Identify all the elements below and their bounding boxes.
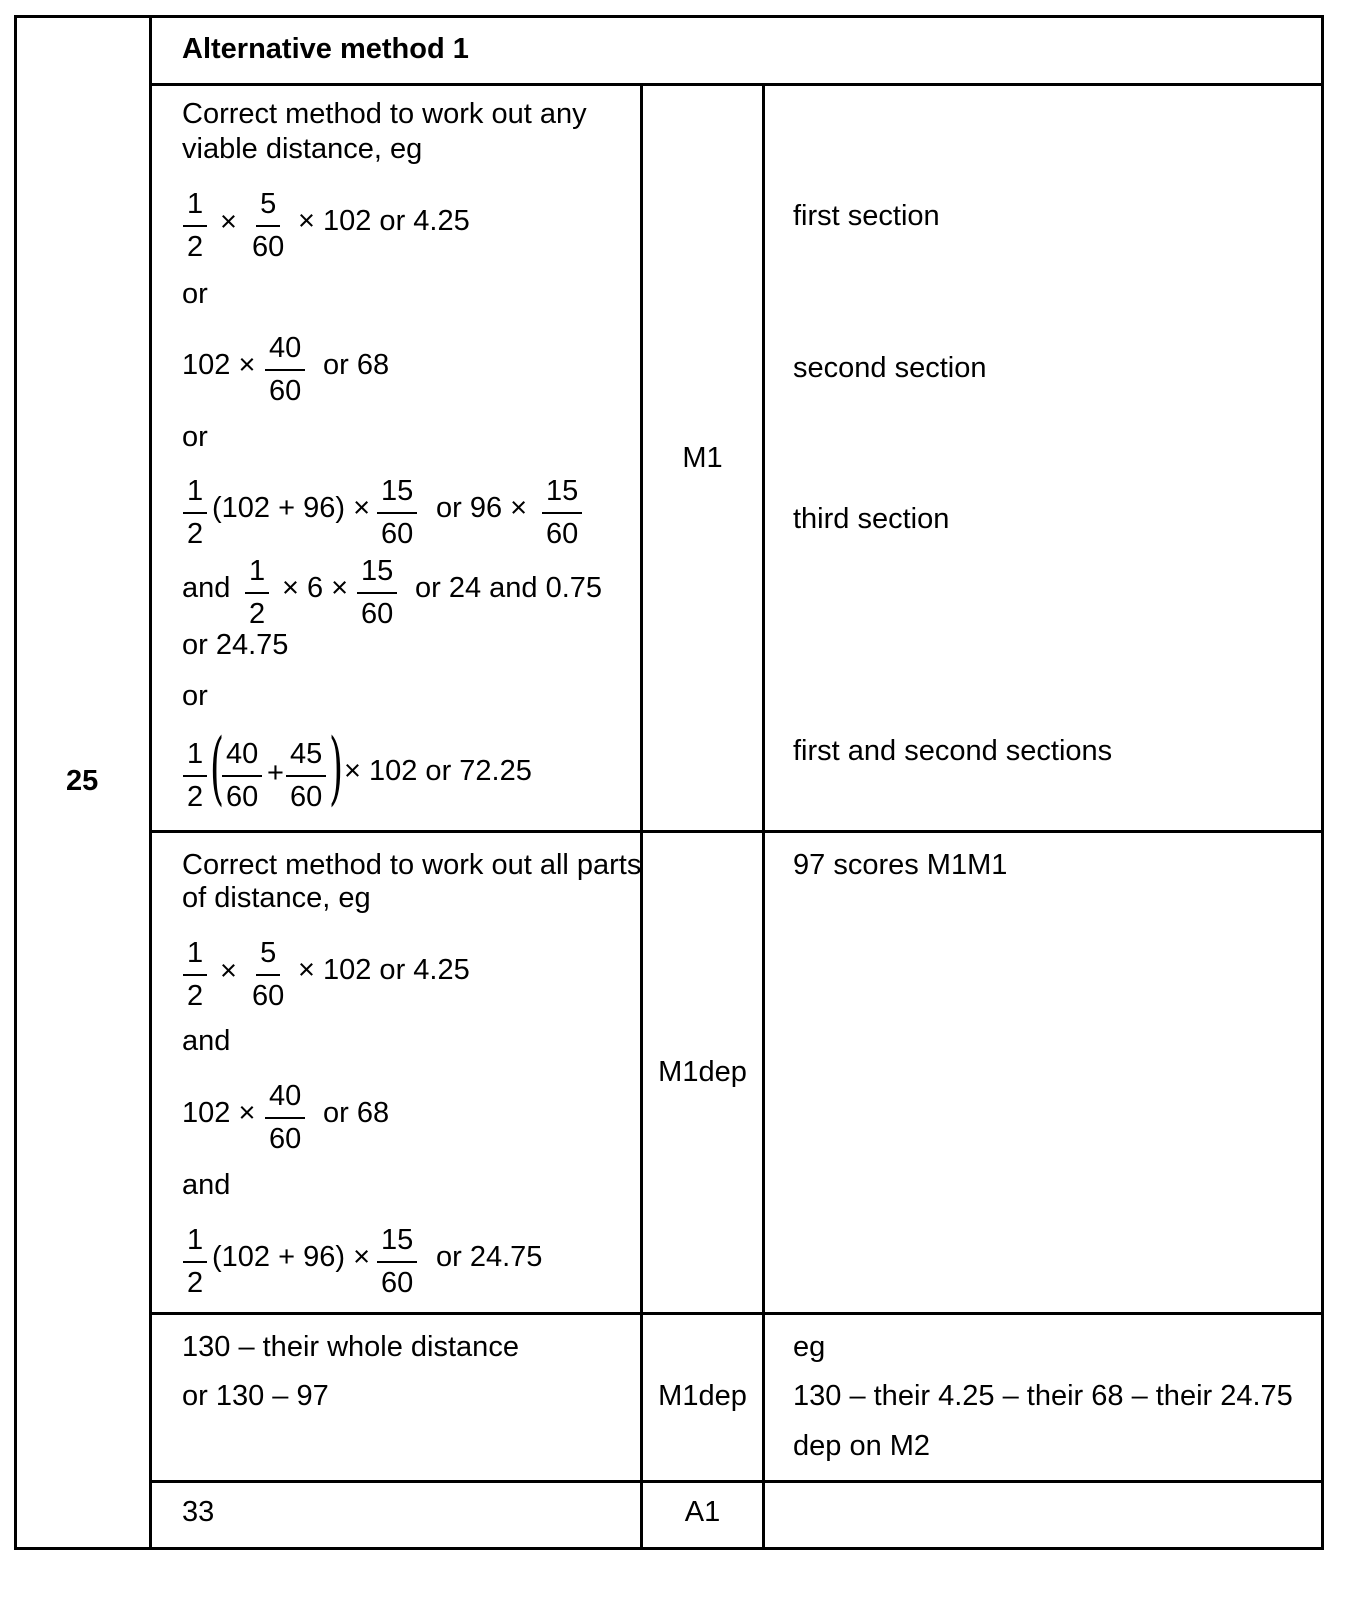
fraction: $\frac{1}{2}$: [183, 740, 207, 812]
question-number: 25: [66, 765, 99, 797]
or-text: or: [182, 421, 208, 453]
comment-text: dep on M2: [793, 1430, 931, 1462]
table-border-top: [14, 15, 1324, 18]
fraction: $\frac{45}{60}$: [286, 740, 326, 812]
comment-text: 97 scores M1M1: [793, 849, 1008, 881]
expression-text: 102 ×: [182, 349, 256, 381]
row2-intro-line1: Correct method to work out all parts: [182, 849, 642, 881]
fraction: $\frac{5}{60}$: [252, 188, 285, 263]
row-divider-3: [149, 1480, 1324, 1483]
fraction: $\frac{40}{60}$: [222, 740, 262, 812]
working-line: or 130 – 97: [182, 1380, 329, 1412]
fraction: $\frac{15}{60}$: [377, 477, 417, 549]
expression-text: and: [182, 572, 231, 604]
comment-text: first section: [793, 200, 940, 232]
or-text: or: [182, 278, 208, 310]
expression-text: or 68: [323, 349, 390, 381]
expression-text: or 68: [323, 1097, 390, 1129]
table-border-right: [1321, 15, 1324, 1550]
expression-text: or 24.75: [436, 1241, 543, 1273]
expression-text: × 6 ×: [282, 572, 349, 604]
expression-text: or 24 and 0.75: [415, 572, 603, 604]
times-sign: ×: [220, 206, 237, 238]
and-text: and: [182, 1025, 231, 1057]
expression-text: 102 ×: [182, 1097, 256, 1129]
fraction: $\frac{1}{2}$: [245, 557, 269, 629]
mark-column-right-divider: [762, 83, 765, 1550]
fraction: $\frac{1}{2}$: [183, 939, 207, 1011]
comment-text: second section: [793, 352, 987, 384]
comment-text: first and second sections: [793, 735, 1113, 767]
fraction: $\frac{40}{60}$: [265, 334, 305, 406]
fraction: $\frac{1}{2}$: [183, 477, 207, 549]
expression-text: × 102 or 4.25: [298, 205, 470, 237]
fraction: $\frac{15}{60}$: [542, 477, 582, 549]
row1-intro-line1: Correct method to work out any: [182, 98, 587, 130]
plus-sign: +: [267, 757, 284, 789]
fraction: $\frac{15}{60}$: [377, 1226, 417, 1298]
working-line: 130 – their whole distance: [182, 1331, 519, 1363]
mark-cell: M1: [682, 442, 723, 474]
row1-intro-line2: viable distance, eg: [182, 133, 423, 165]
expression-text: or 24.75: [182, 629, 289, 661]
mark-cell: M1dep: [658, 1380, 747, 1412]
method-header: Alternative method 1: [182, 33, 469, 65]
row-divider-1: [149, 830, 1324, 833]
expression-text: (102 + 96) ×: [212, 1241, 370, 1273]
table-border-left: [14, 15, 17, 1550]
left-parenthesis: (: [210, 721, 225, 814]
row2-intro-line2: of distance, eg: [182, 882, 371, 914]
row-divider-2: [149, 1312, 1324, 1315]
fraction: $\frac{5}{60}$: [252, 937, 285, 1012]
mark-column-left-divider: [640, 83, 643, 1550]
mark-cell: M1dep: [658, 1056, 747, 1088]
expression-text: × 102 or 72.25: [344, 755, 532, 787]
times-sign: ×: [220, 955, 237, 987]
mark-cell: A1: [684, 1496, 721, 1528]
fraction: $\frac{40}{60}$: [265, 1082, 305, 1154]
answer-value: 33: [182, 1496, 215, 1528]
comment-text: eg: [793, 1331, 826, 1363]
expression-text: or 96 ×: [436, 492, 528, 524]
fraction: $\frac{1}{2}$: [183, 190, 207, 262]
fraction: $\frac{15}{60}$: [357, 557, 397, 629]
and-text: and: [182, 1169, 231, 1201]
right-parenthesis: ): [329, 721, 344, 814]
comment-text: 130 – their 4.25 – their 68 – their 24.75: [793, 1380, 1293, 1412]
comment-text: third section: [793, 503, 950, 535]
header-divider: [149, 83, 1324, 86]
expression-text: (102 + 96) ×: [212, 492, 370, 524]
or-text: or: [182, 680, 208, 712]
expression-text: × 102 or 4.25: [298, 954, 470, 986]
question-column-divider: [149, 15, 152, 1550]
table-border-bottom: [14, 1547, 1324, 1550]
fraction: $\frac{1}{2}$: [183, 1226, 207, 1298]
